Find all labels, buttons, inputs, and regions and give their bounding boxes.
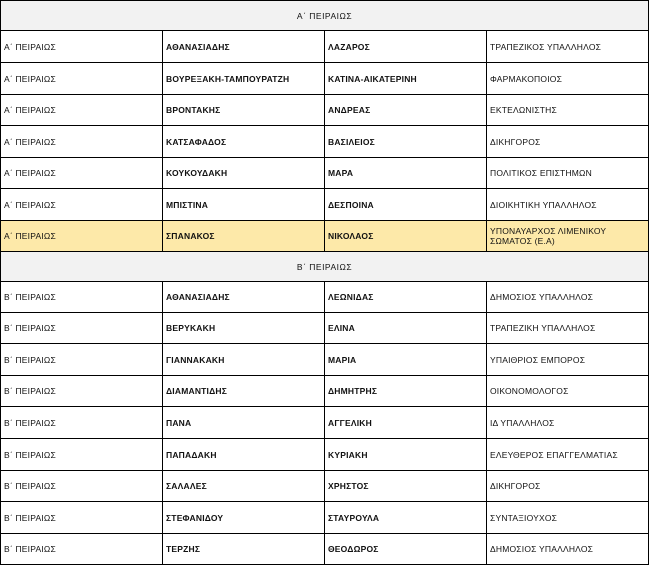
table-row <box>1 313 649 344</box>
first-name-cell: ΧΡΗΣΤΟΣ <box>325 471 487 502</box>
first-name-cell: ΕΛΙΝΑ <box>325 313 487 344</box>
district-cell: Β΄ ΠΕΙΡΑΙΩΣ <box>1 502 163 534</box>
first-name-cell: ΚΥΡΙΑΚΗ <box>325 439 487 471</box>
district-cell: Β΄ ΠΕΙΡΑΙΩΣ <box>1 407 163 439</box>
table-row <box>1 31 649 63</box>
first-name-cell: ΑΓΓΕΛΙΚΗ <box>325 407 487 439</box>
first-name-cell: ΔΗΜΗΤΡΗΣ <box>325 376 487 407</box>
occupation-cell: ΦΑΡΜΑΚΟΠΟΙΟΣ <box>487 63 649 95</box>
surname-cell: ΒΟΥΡΕΞΑΚΗ-ΤΑΜΠΟΥΡΑΤΖΗ <box>163 63 325 95</box>
occupation-cell: ΣΥΝΤΑΞΙΟΥΧΟΣ <box>487 502 649 534</box>
table-row <box>1 158 649 189</box>
first-name-cell: ΔΕΣΠΟΙΝΑ <box>325 189 487 221</box>
section-header <box>1 1 649 31</box>
surname-cell: ΣΑΛΑΛΕΣ <box>163 471 325 502</box>
surname-cell: ΑΘΑΝΑΣΙΑΔΗΣ <box>163 31 325 63</box>
occupation-cell: ΥΠΑΙΘΡΙΟΣ ΕΜΠΟΡΟΣ <box>487 344 649 376</box>
surname-cell: ΣΠΑΝΑΚΟΣ <box>163 221 325 252</box>
table-row <box>1 95 649 126</box>
district-cell: Β΄ ΠΕΙΡΑΙΩΣ <box>1 376 163 407</box>
district-cell: Α΄ ΠΕΙΡΑΙΩΣ <box>1 31 163 63</box>
candidates-table-body <box>1 1 649 565</box>
occupation-cell: ΕΚΤΕΛΩΝΙΣΤΗΣ <box>487 95 649 126</box>
occupation-cell: ΤΡΑΠΕΖΙΚΗ ΥΠΑΛΛΗΛΟΣ <box>487 313 649 344</box>
table-row <box>1 344 649 376</box>
occupation-cell: ΕΛΕΥΘΕΡΟΣ ΕΠΑΓΓΕΛΜΑΤΙΑΣ <box>487 439 649 471</box>
table-row <box>1 282 649 313</box>
district-cell: Α΄ ΠΕΙΡΑΙΩΣ <box>1 63 163 95</box>
surname-cell: ΒΕΡΥΚΑΚΗ <box>163 313 325 344</box>
table-row <box>1 376 649 407</box>
surname-cell: ΠΑΝΑ <box>163 407 325 439</box>
surname-cell: ΚΑΤΣΑΦΑΔΟΣ <box>163 126 325 158</box>
table-row <box>1 63 649 95</box>
district-cell: Α΄ ΠΕΙΡΑΙΩΣ <box>1 126 163 158</box>
occupation-cell: ΔΗΜΟΣΙΟΣ ΥΠΑΛΛΗΛΟΣ <box>487 282 649 313</box>
first-name-cell: ΜΑΡΑ <box>325 158 487 189</box>
first-name-cell: ΚΑΤΙΝΑ-ΑΙΚΑΤΕΡΙΝΗ <box>325 63 487 95</box>
occupation-cell: ΟΙΚΟΝΟΜΟΛΟΓΟΣ <box>487 376 649 407</box>
district-cell: Β΄ ΠΕΙΡΑΙΩΣ <box>1 344 163 376</box>
district-cell: Α΄ ΠΕΙΡΑΙΩΣ <box>1 221 163 252</box>
occupation-cell: ΤΡΑΠΕΖΙΚΟΣ ΥΠΑΛΛΗΛΟΣ <box>487 31 649 63</box>
surname-cell: ΜΠΙΣΤΙΝΑ <box>163 189 325 221</box>
occupation-cell: ΙΔ ΥΠΑΛΛΗΛΟΣ <box>487 407 649 439</box>
first-name-cell: ΑΝΔΡΕΑΣ <box>325 95 487 126</box>
first-name-cell: ΜΑΡΙΑ <box>325 344 487 376</box>
surname-cell: ΤΕΡΖΗΣ <box>163 534 325 565</box>
first-name-cell: ΛΑΖΑΡΟΣ <box>325 31 487 63</box>
district-cell: Α΄ ΠΕΙΡΑΙΩΣ <box>1 189 163 221</box>
first-name-cell: ΛΕΩΝΙΔΑΣ <box>325 282 487 313</box>
district-cell: Β΄ ΠΕΙΡΑΙΩΣ <box>1 282 163 313</box>
table-row <box>1 221 649 252</box>
district-cell: Β΄ ΠΕΙΡΑΙΩΣ <box>1 534 163 565</box>
district-cell: Β΄ ΠΕΙΡΑΙΩΣ <box>1 439 163 471</box>
first-name-cell: ΘΕΟΔΩΡΟΣ <box>325 534 487 565</box>
table-row <box>1 189 649 221</box>
surname-cell: ΠΑΠΑΔΑΚΗ <box>163 439 325 471</box>
surname-cell: ΒΡΟΝΤΑΚΗΣ <box>163 95 325 126</box>
district-cell: Β΄ ΠΕΙΡΑΙΩΣ <box>1 471 163 502</box>
section-title: Α΄ ΠΕΙΡΑΙΩΣ <box>1 1 649 31</box>
occupation-cell: ΥΠΟΝΑΥΑΡΧΟΣ ΛΙΜΕΝΙΚΟΥ ΣΩΜΑΤΟΣ (Ε.Α) <box>487 221 649 252</box>
first-name-cell: ΒΑΣΙΛΕΙΟΣ <box>325 126 487 158</box>
section-header <box>1 252 649 282</box>
district-cell: Α΄ ΠΕΙΡΑΙΩΣ <box>1 95 163 126</box>
table-row <box>1 439 649 471</box>
surname-cell: ΔΙΑΜΑΝΤΙΔΗΣ <box>163 376 325 407</box>
surname-cell: ΣΤΕΦΑΝΙΔΟΥ <box>163 502 325 534</box>
table-row <box>1 407 649 439</box>
table-row <box>1 534 649 565</box>
surname-cell: ΚΟΥΚΟΥΔΑΚΗ <box>163 158 325 189</box>
occupation-cell: ΔΙΚΗΓΟΡΟΣ <box>487 471 649 502</box>
first-name-cell: ΣΤΑΥΡΟΥΛΑ <box>325 502 487 534</box>
first-name-cell: ΝΙΚΟΛΑΟΣ <box>325 221 487 252</box>
surname-cell: ΓΙΑΝΝΑΚΑΚΗ <box>163 344 325 376</box>
surname-cell: ΑΘΑΝΑΣΙΑΔΗΣ <box>163 282 325 313</box>
district-cell: Α΄ ΠΕΙΡΑΙΩΣ <box>1 158 163 189</box>
table-row <box>1 471 649 502</box>
district-cell: Β΄ ΠΕΙΡΑΙΩΣ <box>1 313 163 344</box>
table-row <box>1 502 649 534</box>
occupation-cell: ΔΙΟΙΚΗΤΙΚΗ ΥΠΑΛΛΗΛΟΣ <box>487 189 649 221</box>
section-title: Β΄ ΠΕΙΡΑΙΩΣ <box>1 252 649 282</box>
table-row <box>1 126 649 158</box>
occupation-cell: ΠΟΛΙΤΙΚΟΣ ΕΠΙΣΤΗΜΩΝ <box>487 158 649 189</box>
occupation-cell: ΔΗΜΟΣΙΟΣ ΥΠΑΛΛΗΛΟΣ <box>487 534 649 565</box>
occupation-cell: ΔΙΚΗΓΟΡΟΣ <box>487 126 649 158</box>
